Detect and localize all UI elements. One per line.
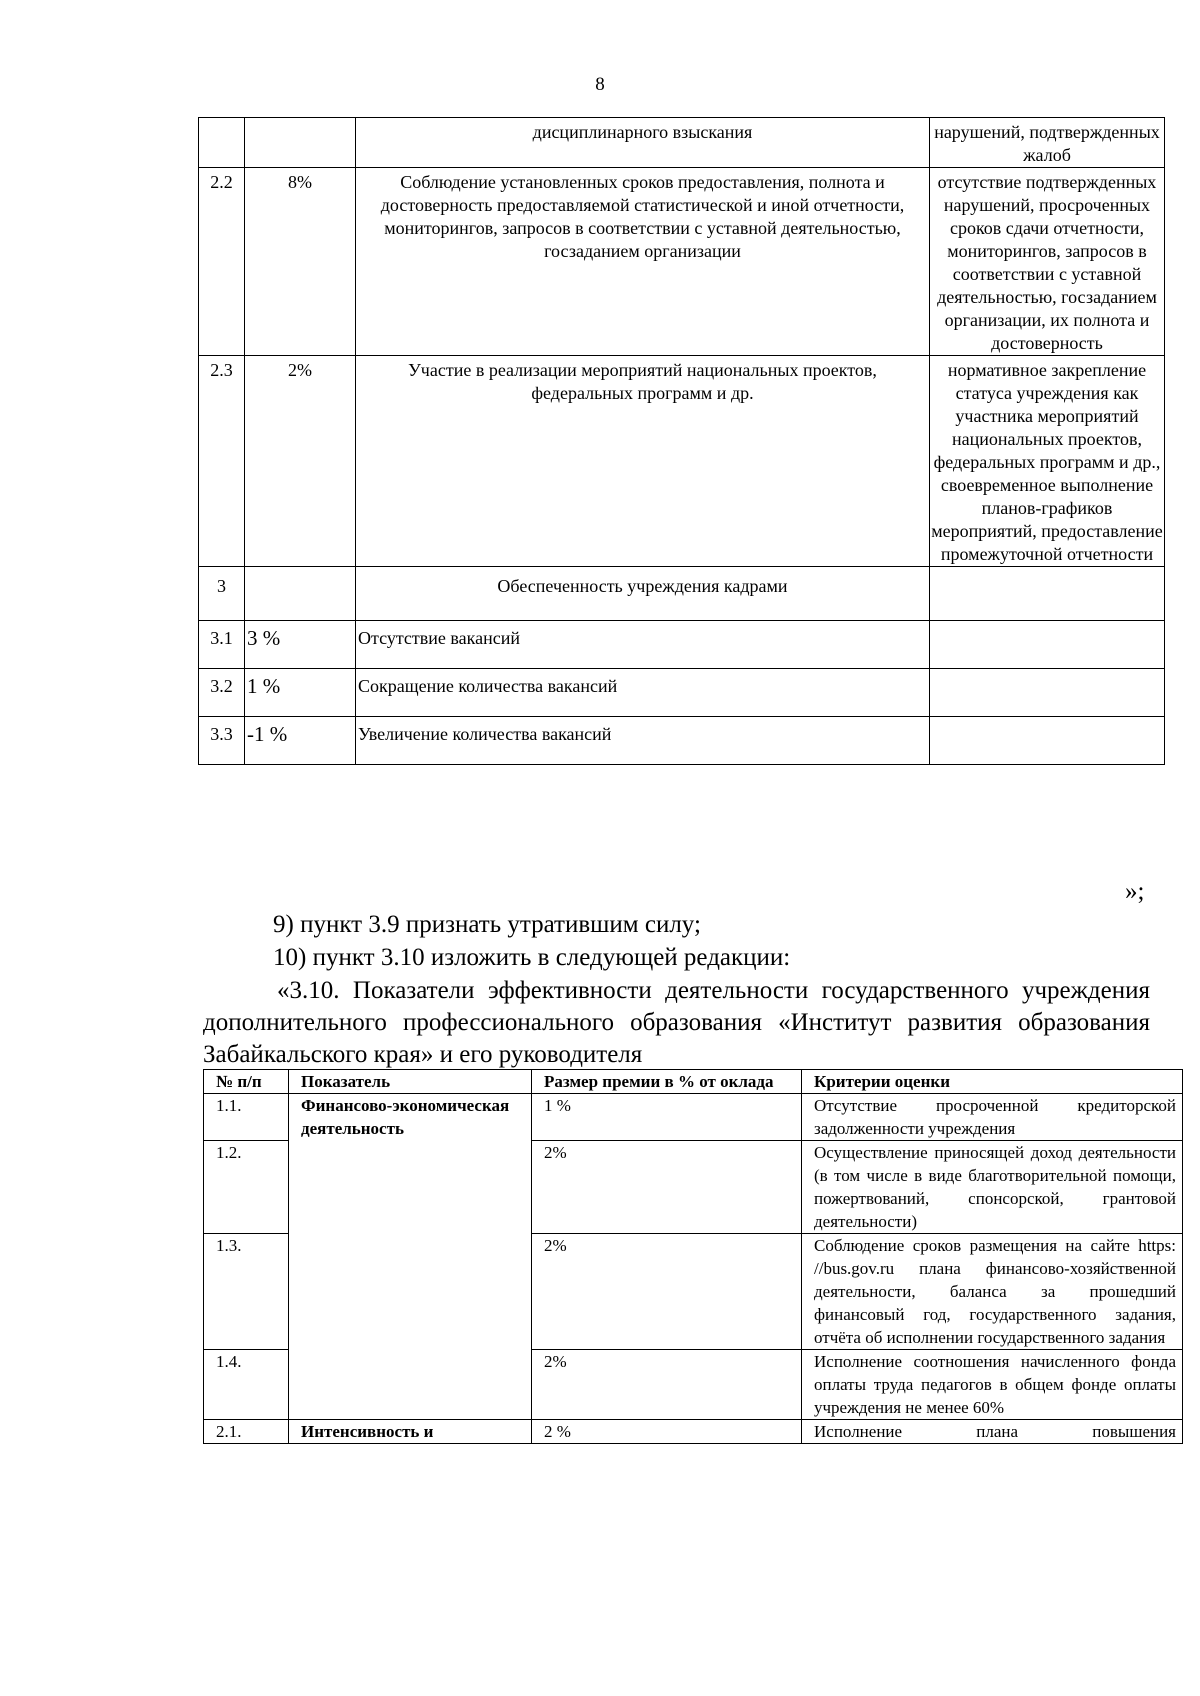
row-criterion: нормативное закрепление статуса учреждения как участника мероприятий национальных проектов, федеральных программ и др., своевременное выполнение планов-графиков мероприятий, предоставление промежуточной отчетности xyxy=(930,356,1165,567)
row-indicator: Соблюдение установленных сроков предоставления, полнота и достоверность предоставляемой статистической и иной отчетности, мониторингов, запросов в соответствии с уставной деятельностью, госзаданием организации xyxy=(356,168,930,356)
row-bonus: 2 % xyxy=(532,1420,802,1444)
table-header-row xyxy=(204,1070,1183,1094)
paragraph-item-10: 10) пункт 3.10 изложить в следующей редакции: xyxy=(273,944,791,971)
row-bonus: 1 % xyxy=(532,1094,802,1141)
row-bonus: 2% xyxy=(532,1234,802,1350)
row-number: 3.3 xyxy=(199,717,245,765)
row-criterion: отсутствие подтвержденных нарушений, просроченных сроков сдачи отчетности, мониторингов, запросов в соответствии с уставной деятельностью, госзаданием организации, их полнота и достоверность xyxy=(930,168,1165,356)
row-percent: 3 % xyxy=(245,621,356,669)
row-criterion xyxy=(930,717,1165,765)
table-row xyxy=(199,356,1165,567)
row-indicator: Отсутствие вакансий xyxy=(356,621,930,669)
row-number: 2.1. xyxy=(204,1420,289,1444)
row-number: 2.2 xyxy=(199,168,245,356)
row-criterion xyxy=(930,621,1165,669)
row-indicator: Увеличение количества вакансий xyxy=(356,717,930,765)
row-criteria: Отсутствие просроченной кредиторской задолженности учреждения xyxy=(802,1094,1183,1141)
row-number: 1.3. xyxy=(204,1234,289,1350)
row-indicator: Сокращение количества вакансий xyxy=(356,669,930,717)
row-number xyxy=(199,118,245,168)
table-row xyxy=(204,1094,1183,1141)
row-indicator: Участие в реализации мероприятий национальных проектов, федеральных программ и др. xyxy=(356,356,930,567)
header-bonus: Размер премии в % от оклада xyxy=(532,1070,802,1094)
table-row xyxy=(199,567,1165,621)
table-row xyxy=(199,168,1165,356)
paragraph-item-9: 9) пункт 3.9 признать утратившим силу; xyxy=(273,911,701,938)
row-percent: 2% xyxy=(245,356,356,567)
row-number: 3.1 xyxy=(199,621,245,669)
criteria-table-continued xyxy=(198,117,1165,765)
row-percent: -1 % xyxy=(245,717,356,765)
row-criteria: Исполнение плана повышения xyxy=(802,1420,1183,1444)
row-indicator: Обеспеченность учреждения кадрами xyxy=(356,567,930,621)
row-number: 1.1. xyxy=(204,1094,289,1141)
efficiency-indicators-table xyxy=(203,1069,1183,1444)
row-number: 1.4. xyxy=(204,1350,289,1420)
row-percent: 1 % xyxy=(245,669,356,717)
row-number: 3.2 xyxy=(199,669,245,717)
row-percent xyxy=(245,567,356,621)
row-percent xyxy=(245,118,356,168)
row-criteria: Исполнение соотношения начисленного фонда оплаты труда педагогов в общем фонде оплаты учреждения не менее 60% xyxy=(802,1350,1183,1420)
row-percent: 8% xyxy=(245,168,356,356)
closing-quote: »; xyxy=(1125,878,1145,905)
row-criterion xyxy=(930,567,1165,621)
row-criteria: Осуществление приносящей доход деятельности (в том числе в виде благотворительной помощи, пожертвований, спонсорской, грантовой деятельности) xyxy=(802,1141,1183,1234)
table-row xyxy=(199,669,1165,717)
header-indicator: Показатель xyxy=(289,1070,532,1094)
group-indicator: Финансово-экономическая деятельность xyxy=(289,1094,532,1420)
row-bonus: 2% xyxy=(532,1350,802,1420)
group-indicator: Интенсивность и xyxy=(289,1420,532,1444)
table-row xyxy=(204,1420,1183,1444)
table-row xyxy=(199,621,1165,669)
row-number: 2.3 xyxy=(199,356,245,567)
paragraph-section-heading: «3.10. Показатели эффективности деятельности государственного учреждения дополнительного профессионального образования «Институт развития образования Забайкальского края» и его руководителя xyxy=(203,977,1150,1068)
row-bonus: 2% xyxy=(532,1141,802,1234)
row-number: 3 xyxy=(199,567,245,621)
header-number: № п/п xyxy=(204,1070,289,1094)
row-criterion xyxy=(930,669,1165,717)
row-criterion: нарушений, подтвержденных жалоб xyxy=(930,118,1165,168)
table-row xyxy=(199,118,1165,168)
row-criteria: Соблюдение сроков размещения на сайте https: //bus.gov.ru плана финансово-хозяйственной деятельности, баланса за прошедший финансовый год, государственного задания, отчёта об исполнении государственного задания xyxy=(802,1234,1183,1350)
row-indicator: дисциплинарного взыскания xyxy=(356,118,930,168)
table-row xyxy=(199,717,1165,765)
page-number: 8 xyxy=(595,74,605,95)
header-criteria: Критерии оценки xyxy=(802,1070,1183,1094)
row-number: 1.2. xyxy=(204,1141,289,1234)
